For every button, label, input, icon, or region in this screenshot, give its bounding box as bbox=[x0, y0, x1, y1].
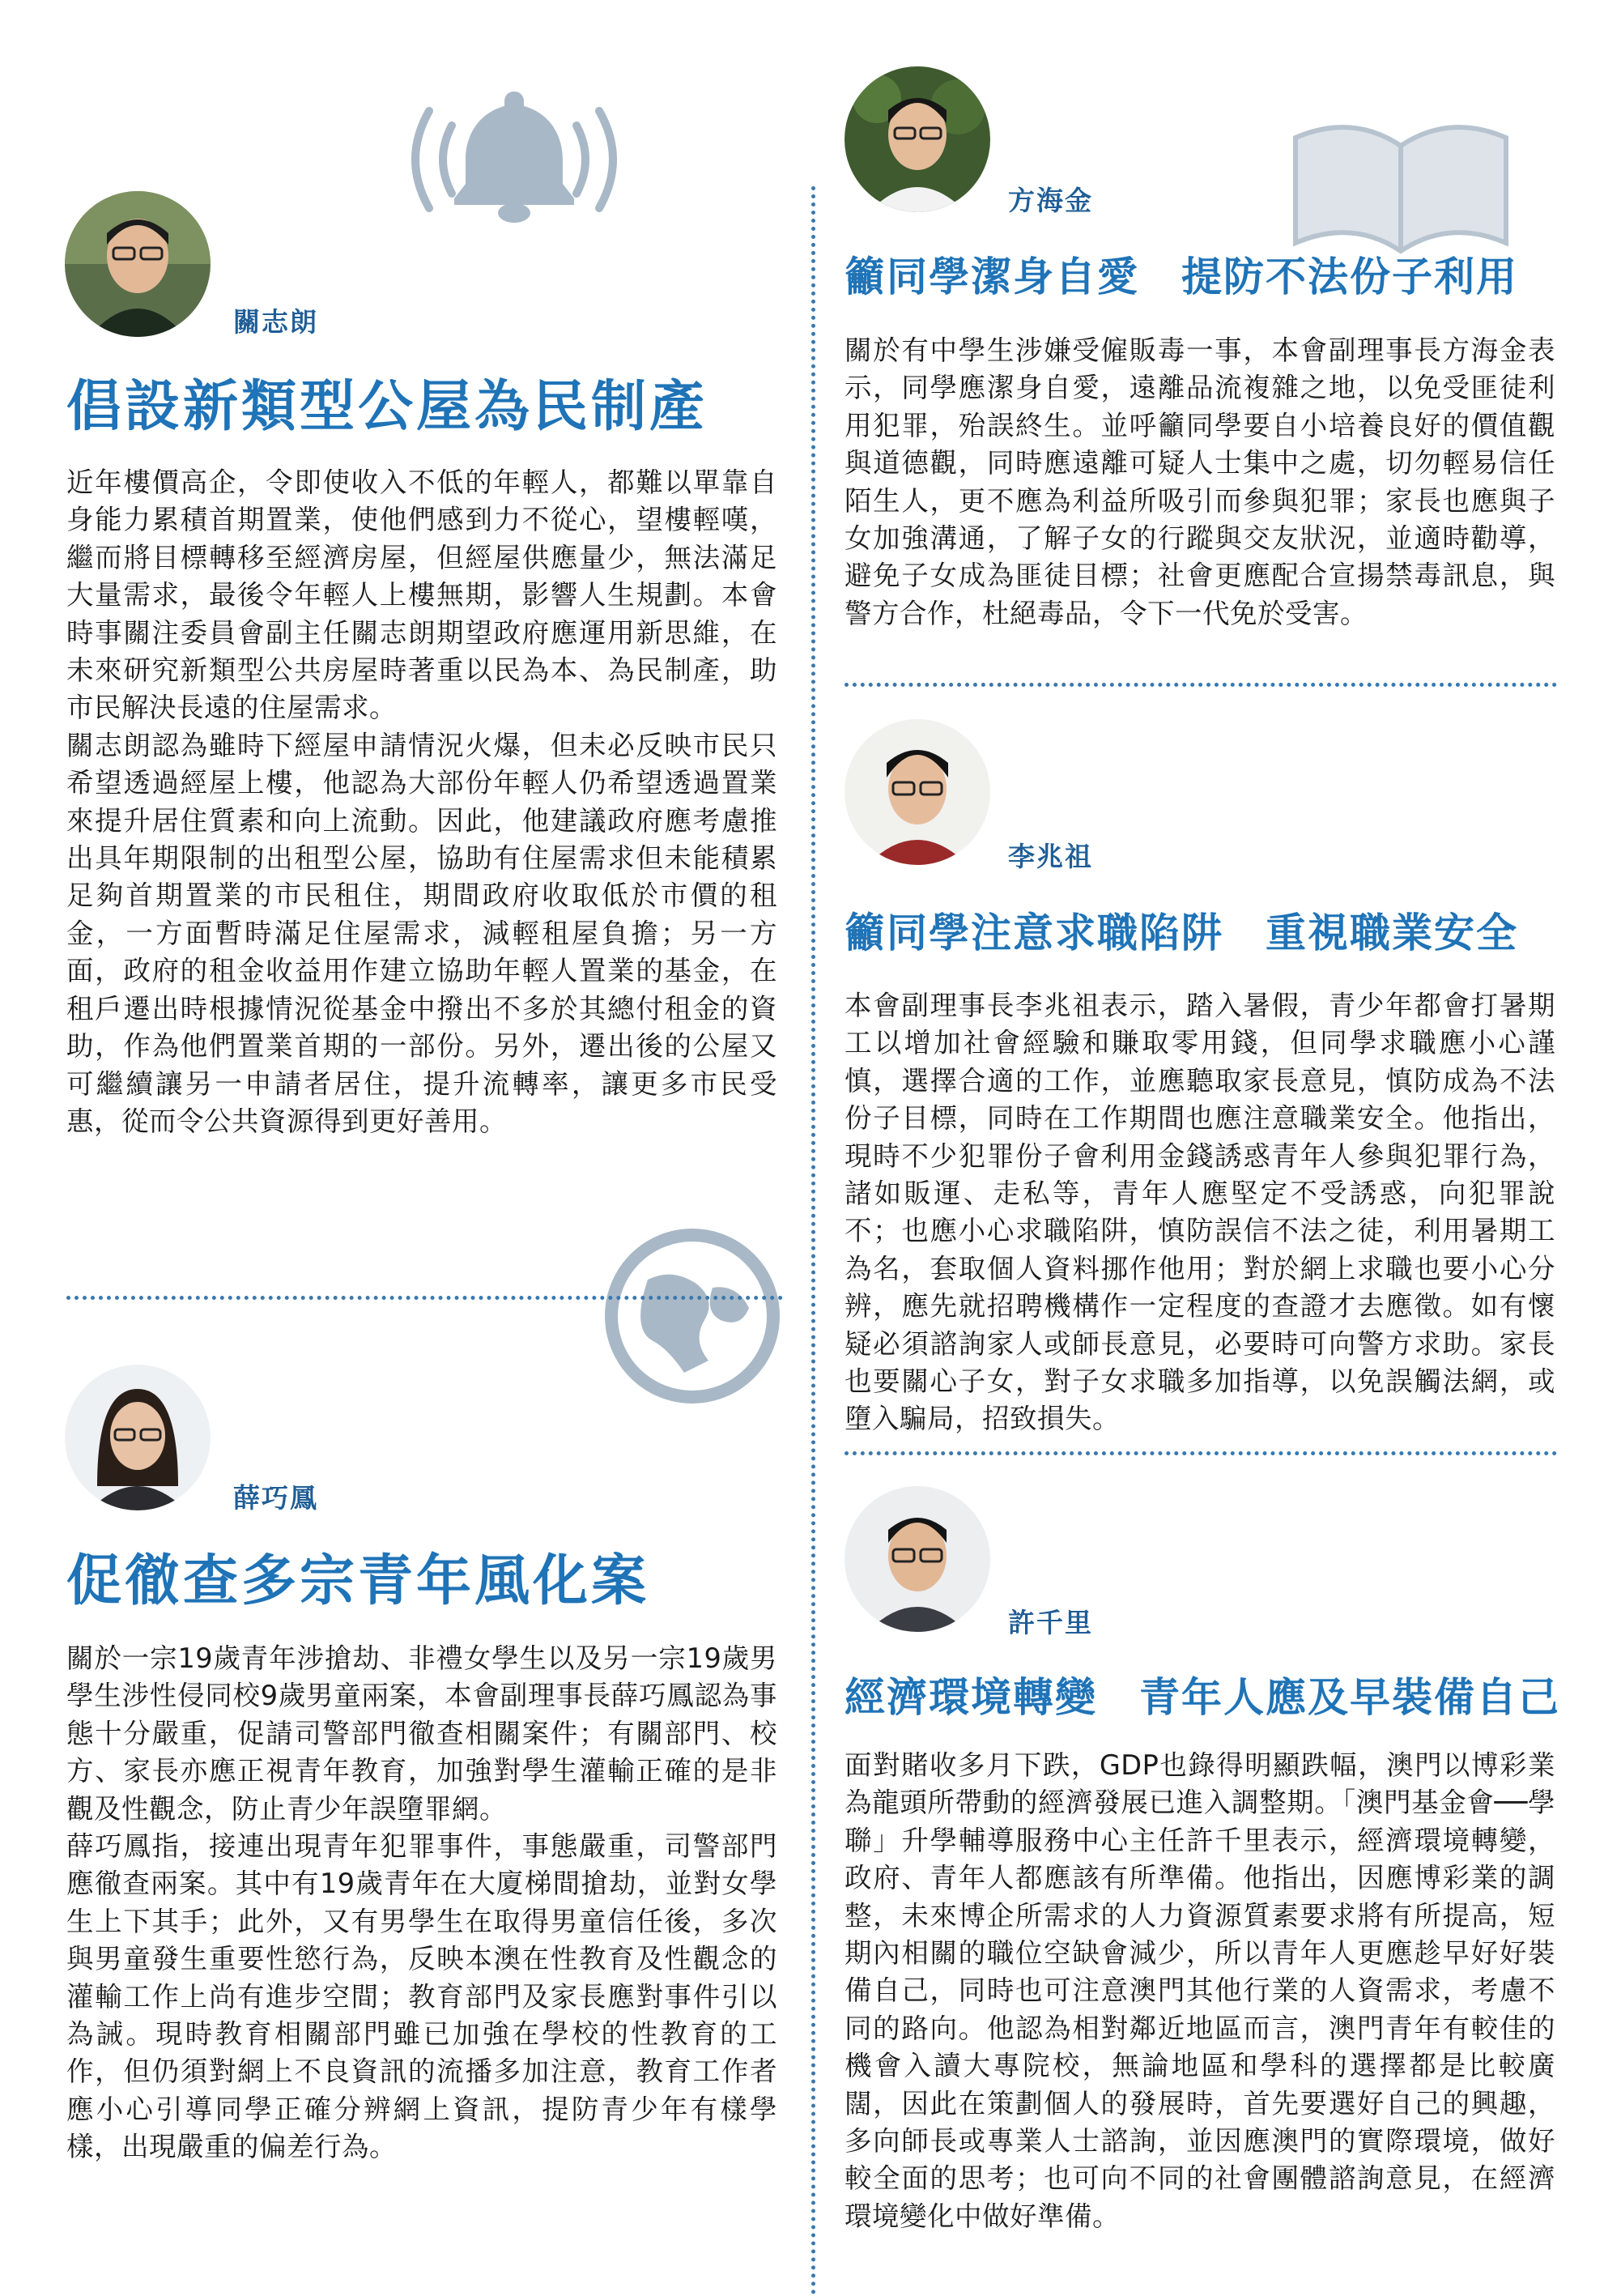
article-body bbox=[66, 464, 777, 1140]
headline: 經濟環境轉變 青年人應及早裝備自己 bbox=[845, 1674, 1560, 1721]
paragraph: 本會副理事長李兆祖表示，踏入暑假，青少年都會打暑期工以增加社會經驗和賺取零用錢，但同學求職應小心謹慎，選擇合適的工作，並應聽取家長意見，慎防成為不法份子目標，同時在工作期間也應注意職業安全。他指出，現時不少犯罪份子會利用金錢誘惑青年人參與犯罪行為，諸如販運、走私等，青年人應堅定不受誘惑，向犯罪說不；也應小心求職陷阱，慎防誤信不法之徒，利用暑期工為名，套取個人資料挪作他用；對於網上求職也要小心分辨，應先就招聘機構作一定程度的查證才去應徵。如有懷疑必須諮詢家人或師長意見，必要時可向警方求助。家長也要關心子女，對子女求職多加指導，以免誤觸法網，或墮入騙局，招致損失。 bbox=[845, 990, 1555, 1435]
section-divider bbox=[66, 1296, 783, 1300]
bell-icon bbox=[405, 77, 623, 223]
person-name: 薛巧鳳 bbox=[233, 1482, 318, 1514]
paragraph: 關於一宗19歲青年涉搶劫、非禮女學生以及另一宗19歲男學生涉性侵同校9歲男童兩案，本會副理事長薛巧鳳認為事態十分嚴重，促請司警部門徹查相關案件；有關部門、校方、家長亦應正視青年教育，加強對學生灌輸正確的是非觀及性觀念，防止青少年誤墮罪網。 bbox=[66, 1642, 777, 1825]
person-name: 關志朗 bbox=[233, 306, 318, 338]
avatar bbox=[65, 191, 211, 337]
paragraph: 關於有中學生涉嫌受僱販毒一事，本會副理事長方海金表示，同學應潔身自愛，遠離品流複雜之地，以免受匪徒利用犯罪，殆誤終生。並呼籲同學要自小培養良好的價值觀與道德觀，同時應遠離可疑人士集中之處，切勿輕易信任陌生人，更不應為利益所吸引而參與犯罪；家長也應與子女加強溝通，了解子女的行蹤與交友狀況，並適時勸導，避免子女成為匪徒目標；社會更應配合宣揚禁毒訊息，與警方合作，杜絕毒品，令下一代免於受害。 bbox=[845, 334, 1555, 629]
headline: 籲同學潔身自愛 提防不法份子利用 bbox=[845, 253, 1518, 300]
article-body bbox=[845, 332, 1555, 633]
headline: 籲同學注意求職陷阱 重視職業安全 bbox=[845, 909, 1518, 956]
paragraph: 薛巧鳳指，接連出現青年犯罪事件，事態嚴重，司警部門應徹查兩案。其中有19歲青年在大廈梯間搶劫，並對女學生上下其手；此外，又有男學生在取得男童信任後，多次與男童發生重要性慾行為，反映本澳在性教育及性觀念的灌輸工作上尚有進步空間；教育部門及家長應對事件引以為誡。現時教育相關部門雖已加強在學校的性教育的工作，但仍須對網上不良資訊的流播多加注意，教育工作者應小心引導同學正確分辨網上資訊，提防青少年有樣學樣，出現嚴重的偏差行為。 bbox=[66, 1830, 777, 2163]
paragraph: 關志朗認為雖時下經屋申請情況火爆，但未必反映市民只希望透過經屋上樓，他認為大部份年輕人仍希望透過置業來提升居住質素和向上流動。因此，他建議政府應考慮推出具年期限制的出租型公屋，協助有住屋需求但未能積累足夠首期置業的市民租住，期間政府收取低於市價的租金，一方面暫時滿足住屋需求，減輕租屋負擔；另一方面，政府的租金收益用作建立協助年輕人置業的基金，在租戶遷出時根據情況從基金中撥出不多於其總付租金的資助，作為他們置業首期的一部份。另外，遷出後的公屋又可繼續讓另一申請者居住，提升流轉率，讓更多市民受惠，從而令公共資源得到更好善用。 bbox=[66, 729, 777, 1137]
person-name: 許千里 bbox=[1008, 1607, 1093, 1638]
avatar bbox=[845, 1486, 990, 1632]
paragraph: 近年樓價高企，令即使收入不低的年輕人，都難以單靠自身能力累積首期置業，使他們感到力不從心，望樓輕嘆，繼而將目標轉移至經濟房屋，但經屋供應量少，無法滿足大量需求，最後令年輕人上樓無期，影響人生規劃。本會時事關注委員會副主任關志朗期望政府應運用新思維，在未來研究新類型公共房屋時著重以民為本、為民制產，助市民解決長遠的住屋需求。 bbox=[66, 466, 777, 724]
section-divider bbox=[845, 683, 1557, 687]
paragraph: 面對賭收多月下跌，GDP也錄得明顯跌幅，澳門以博彩業為龍頭所帶動的經濟發展已進入調整期。「澳門基金會──學聯」升學輔導服務中心主任許千里表示，經濟環境轉變，政府、青年人都應該有所準備。他指出，因應博彩業的調整，未來博企所需求的人力資源質素要求將有所提高，短期內相關的職位空缺會減少，所以青年人更應趁早好好裝備自己，同時也可注意澳門其他行業的人資需求，考慮不同的路向。他認為相對鄰近地區而言，澳門青年有較佳的機會入讀大專院校，無論地區和學科的選擇都是比較廣闊，因此在策劃個人的發展時，首先要選好自己的興趣，多向師長或專業人士諮詢，並因應澳門的實際環境，做好較全面的思考；也可向不同的社會團體諮詢意見，在經濟環境變化中做好準備。 bbox=[845, 1749, 1555, 2232]
globe-icon bbox=[599, 1223, 785, 1409]
headline: 倡設新類型公屋為民制產 bbox=[66, 375, 708, 439]
open-book-icon bbox=[1279, 89, 1522, 267]
avatar bbox=[65, 1365, 211, 1510]
article-body bbox=[845, 987, 1555, 1438]
avatar bbox=[845, 66, 990, 212]
avatar bbox=[845, 719, 990, 865]
article-body bbox=[66, 1640, 777, 2166]
article-body bbox=[845, 1747, 1555, 2235]
headline: 促徹查多宗青年風化案 bbox=[66, 1549, 650, 1613]
section-divider bbox=[845, 1451, 1557, 1455]
person-name: 方海金 bbox=[1008, 185, 1093, 216]
person-name: 李兆祖 bbox=[1008, 841, 1093, 872]
column-divider bbox=[811, 186, 815, 2296]
